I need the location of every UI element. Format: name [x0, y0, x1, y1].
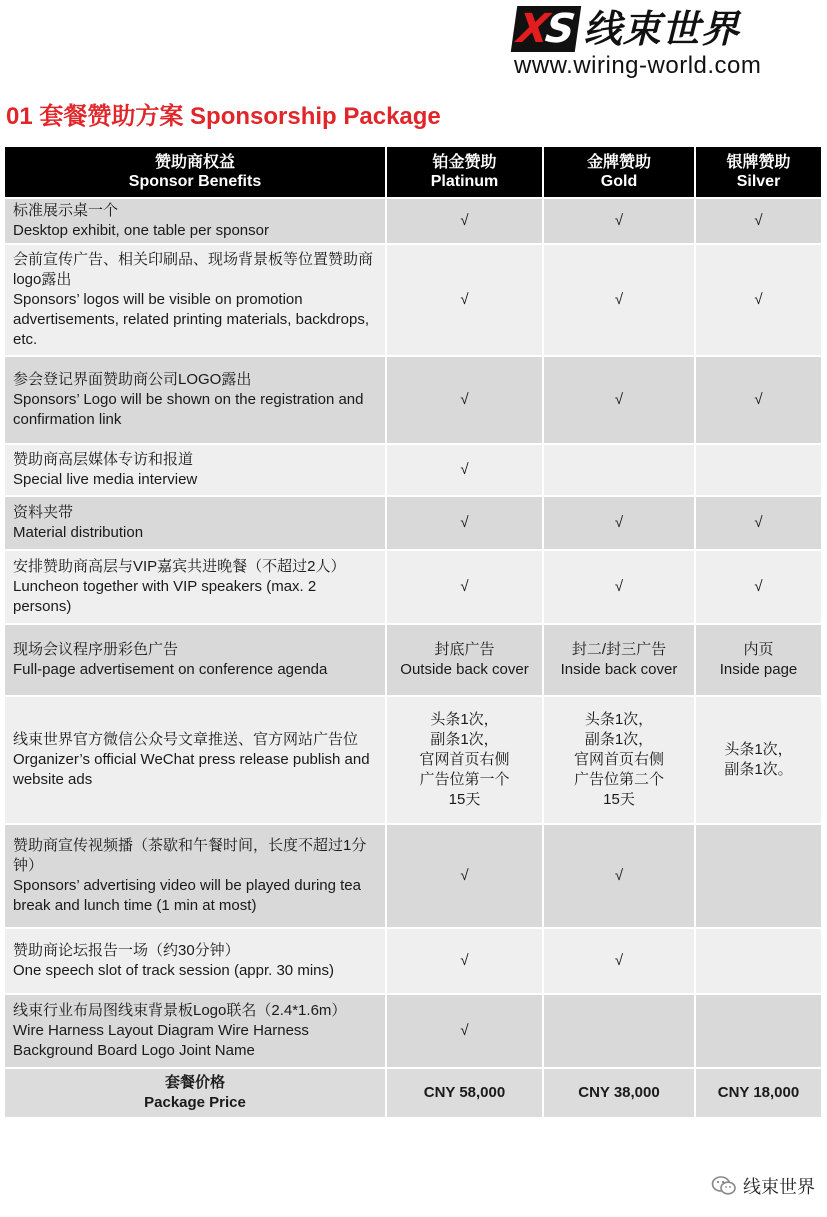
platinum-cell: √ [387, 995, 542, 1067]
benefit-cell [5, 497, 385, 549]
platinum-cell: 头条1次， 副条1次， 官网首页右侧 广告位第一个 15天 [387, 697, 542, 823]
benefit-cn: 标准展示桌一个 [13, 202, 119, 219]
benefit-en: Special live media interview [13, 471, 198, 488]
benefit-en: Wire Harness Layout Diagram Wire Harness Background Board Logo Joint Name [13, 1022, 309, 1059]
silver-cell: √ [696, 245, 821, 355]
benefit-cn: 会前宣传广告、相关印刷品、现场背景板等位置赞助商logo露出 [13, 251, 374, 288]
platinum-cell: √ [387, 245, 542, 355]
header-gold-cn: 金牌赞助 [586, 154, 651, 171]
benefit-cn: 赞助商论坛报告一场（约30分钟） [13, 942, 240, 959]
table-row [5, 697, 821, 823]
silver-cell [696, 995, 821, 1067]
benefit-cell [5, 245, 385, 355]
benefit-cn: 赞助商高层媒体专访和报道 [13, 451, 194, 468]
gold-cell: √ [544, 497, 694, 549]
benefit-cell [5, 445, 385, 495]
benefit-cell [5, 625, 385, 695]
benefit-cell [5, 929, 385, 993]
price-silver: CNY 18,000 [696, 1069, 821, 1117]
gold-cell: √ [544, 199, 694, 243]
table-row [5, 625, 821, 695]
benefit-en: One speech slot of track session (appr. 30 mins) [13, 962, 334, 979]
benefit-cn: 线束世界官方微信公众号文章推送、官方网站广告位 [13, 731, 359, 748]
header-gold-en: Gold [600, 173, 638, 190]
silver-cell [696, 445, 821, 495]
table-row [5, 357, 821, 443]
header-silver-en: Silver [736, 173, 781, 190]
brand-logo [510, 4, 810, 84]
benefit-cn: 线束行业布局图线束背景板Logo联名（2.4*1.6m） [13, 1002, 347, 1019]
gold-cell: √ [544, 245, 694, 355]
benefit-en: Material distribution [13, 524, 144, 541]
gold-cell: 封二/封三广告 Inside back cover [544, 625, 694, 695]
footer-brand [711, 1173, 815, 1199]
benefit-cell [5, 697, 385, 823]
price-gold: CNY 38,000 [544, 1069, 694, 1117]
platinum-cell: √ [387, 199, 542, 243]
silver-cell: √ [696, 551, 821, 623]
platinum-cell: √ [387, 929, 542, 993]
price-label-cn: 套餐价格 [164, 1074, 225, 1091]
benefit-cn: 安排赞助商高层与VIP嘉宾共进晚餐（不超过2人） [13, 558, 346, 575]
table-row [5, 929, 821, 993]
gold-cell: √ [544, 825, 694, 927]
benefit-en: Sponsors’ advertising video will be played during tea break and lunch time (1 min at most) [13, 877, 361, 914]
header-gold [544, 147, 694, 197]
wechat-icon [711, 1175, 737, 1197]
footer-label: 线束世界 [743, 1177, 815, 1197]
header-benefits-en: Sponsor Benefits [128, 173, 262, 190]
gold-cell [544, 995, 694, 1067]
benefit-cn: 资料夹带 [13, 504, 74, 521]
benefit-cn: 赞助商宣传视频播（茶歇和午餐时间，长度不超过1分钟） [13, 837, 367, 874]
benefit-en: Luncheon together with VIP speakers (max. 2 persons) [13, 578, 317, 615]
table-row [5, 245, 821, 355]
platinum-cell: √ [387, 357, 542, 443]
benefit-cell [5, 199, 385, 243]
silver-cell [696, 929, 821, 993]
benefit-cell [5, 995, 385, 1067]
benefit-en: Sponsors’ Logo will be shown on the registration and confirmation link [13, 391, 364, 428]
silver-cell: √ [696, 357, 821, 443]
silver-cell: √ [696, 199, 821, 243]
benefit-cell [5, 825, 385, 927]
header-platinum-cn: 铂金赞助 [432, 154, 497, 171]
benefit-cell [5, 357, 385, 443]
header-platinum-en: Platinum [430, 173, 499, 190]
platinum-cell: √ [387, 497, 542, 549]
benefit-cn: 参会登记界面赞助商公司LOGO露出 [13, 371, 252, 388]
table-row [5, 995, 821, 1067]
table-row [5, 825, 821, 927]
silver-cell: 头条1次， 副条1次。 [696, 697, 821, 823]
platinum-cell: √ [387, 445, 542, 495]
page-title: 01 套餐赞助方案 Sponsorship Package [6, 103, 441, 130]
gold-cell [544, 445, 694, 495]
benefit-en: Organizer’s official WeChat press release publish and website ads [13, 751, 370, 788]
silver-cell: √ [696, 497, 821, 549]
table-row [5, 445, 821, 495]
benefit-cell [5, 551, 385, 623]
table-row [5, 551, 821, 623]
benefit-cn: 现场会议程序册彩色广告 [13, 641, 179, 658]
silver-cell: 内页 Inside page [696, 625, 821, 695]
table-row [5, 497, 821, 549]
platinum-cell: √ [387, 551, 542, 623]
benefit-en: Sponsors’ logos will be visible on promotion advertisements, related printing materials, backdrops, etc. [13, 291, 370, 348]
price-row [5, 1069, 821, 1117]
header-silver [696, 147, 821, 197]
header-benefits-cn: 赞助商权益 [154, 154, 235, 171]
price-label-en: Package Price [144, 1094, 246, 1111]
brand-mark [514, 6, 804, 52]
silver-cell [696, 825, 821, 927]
gold-cell: √ [544, 551, 694, 623]
benefit-en: Desktop exhibit, one table per sponsor [13, 222, 269, 239]
table-row [5, 199, 821, 243]
header-benefits [5, 147, 385, 197]
platinum-cell: 封底广告 Outside back cover [387, 625, 542, 695]
header-platinum [387, 147, 542, 197]
price-platinum: CNY 58,000 [387, 1069, 542, 1117]
gold-cell: √ [544, 357, 694, 443]
price-label [5, 1069, 385, 1117]
brand-cn-name: 线束世界 [583, 7, 740, 51]
platinum-cell: √ [387, 825, 542, 927]
benefit-en: Full-page advertisement on conference agenda [13, 661, 328, 678]
gold-cell: 头条1次， 副条1次， 官网首页右侧 广告位第二个 15天 [544, 697, 694, 823]
brand-letters: XS [511, 6, 581, 52]
brand-url: www.wiring-world.com [514, 52, 762, 79]
table-header-row [5, 147, 821, 197]
gold-cell: √ [544, 929, 694, 993]
sponsorship-table [3, 145, 823, 1119]
header-silver-cn: 银牌赞助 [726, 154, 791, 171]
